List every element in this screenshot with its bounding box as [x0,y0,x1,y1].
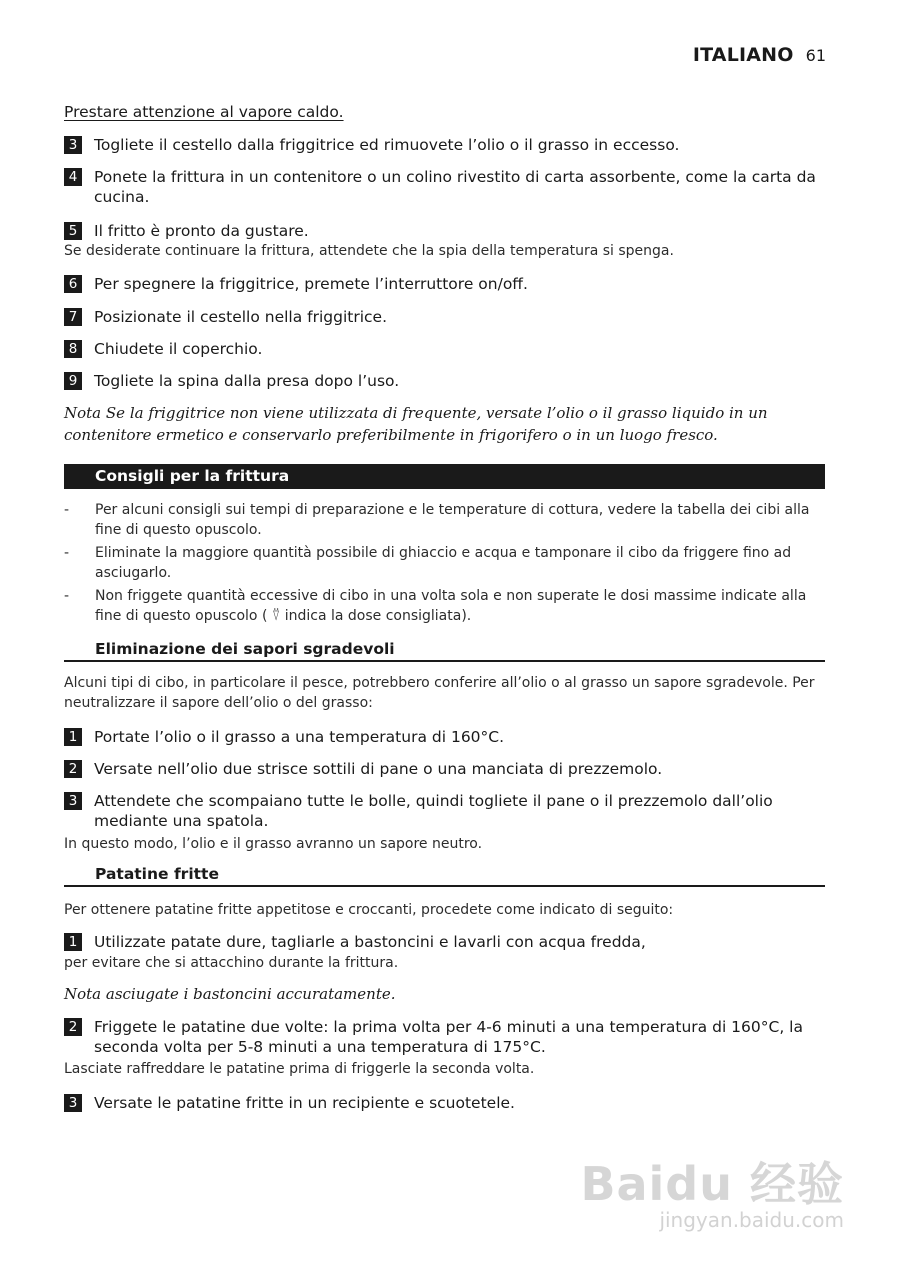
page-number: 61 [805,46,826,65]
step-text: Utilizzate patate dure, tagliarle a bastoncini e lavarli con acqua fredda, [94,933,646,951]
step-text: Portate l’olio o il grasso a una temperatura di 160°C. [94,728,505,746]
step-number: 7 [64,308,82,326]
step-number: 4 [64,168,82,186]
step-number: 1 [64,933,82,951]
step-number: 8 [64,340,82,358]
section-intro: Alcuni tipi di cibo, in particolare il pesce, potrebbero conferire all’olio o al grasso un sapore sgradevole. Per neutralizzare il sapore dell’olio o del grasso: [64,675,815,711]
bullet-dash: - [64,545,70,561]
section-heading-odors: Eliminazione dei sapori sgradevoli [64,640,825,662]
step-followup: Lasciate raffreddare le patatine prima di friggerle la seconda volta. [64,1061,535,1077]
list-item: - Eliminate la maggiore quantità possibile di ghiaccio e acqua e tamponare il cibo da friggere fino ad asciugarlo. [64,545,792,581]
note: Nota Se la friggitrice non viene utilizzata di frequente, versate l’olio o il grasso liquido in un contenitore ermetico e conservarlo preferibilmente in frigorifero o in un luogo fresco. [64,404,768,444]
bullet-dash: - [64,502,70,518]
section-intro: Per ottenere patatine fritte appetitose e croccanti, procedete come indicato di seguito: [64,902,674,918]
step-text: Attendete che scompaiano tutte le bolle, quindi togliete il pane o il prezzemolo dall’olio mediante una spatola. [94,792,773,830]
step-followup: Se desiderate continuare la frittura, attendete che la spia della temperatura si spenga. [64,243,674,259]
step-text: Friggete le patatine due volte: la prima volta per 4-6 minuti a una temperatura di 160°C, la seconda volta per 5-8 minuti a una temperatura di 175°C. [94,1018,803,1056]
step-item [64,339,825,359]
section-outro: In questo modo, l’olio e il grasso avranno un sapore neutro. [64,836,483,852]
step-number: 6 [64,275,82,293]
step-item [64,167,825,207]
step-item [64,221,825,241]
watermark-url: jingyan.baidu.com [659,1208,844,1232]
section-heading-fries: Patatine fritte [64,865,825,887]
list-item: - Per alcuni consigli sui tempi di preparazione e le temperature di cottura, vedere la tabella dei cibi alla fine di questo opuscolo. [64,502,810,538]
step-item [64,932,825,952]
step-followup: per evitare che si attacchino durante la frittura. [64,955,399,971]
step-number: 2 [64,760,82,778]
step-text: Per spegnere la friggitrice, premete l’interruttore on/off. [94,275,528,293]
step-text: Togliete il cestello dalla friggitrice ed rimuovete l’olio o il grasso in eccesso. [94,136,680,154]
language-label: ITALIANO [692,44,794,66]
step-item [64,791,825,831]
watermark-logo: Baidu 经验 [580,1157,844,1211]
bullet-dash: - [64,588,70,604]
step-item [64,1017,825,1057]
step-item [64,727,825,747]
step-text: Posizionate il cestello nella friggitrice. [94,308,388,326]
step-item [64,371,825,391]
step-number: 3 [64,792,82,810]
step-item [64,135,825,155]
step-number: 1 [64,728,82,746]
warning-line: Prestare attenzione al vapore caldo. [64,103,344,121]
watermark [580,1148,844,1232]
note: Nota asciugate i bastoncini accuratamente. [64,985,396,1003]
step-number: 3 [64,1094,82,1112]
step-item [64,274,825,294]
step-text: Ponete la frittura in un contenitore o un colino rivestito di carta assorbente, come la carta da cucina. [94,168,816,206]
step-text: Versate le patatine fritte in un recipiente e scuotetele. [94,1094,515,1112]
page-header [693,44,826,66]
step-item [64,1093,825,1113]
step-number: 3 [64,136,82,154]
step-text: Versate nell’olio due strisce sottili di pane o una manciata di prezzemolo. [94,760,663,778]
step-text: Togliete la spina dalla presa dopo l’uso. [94,372,400,390]
tips-list [64,500,825,626]
list-item: - Non friggete quantità eccessive di cibo in una volta sola e non superate le dosi massime indicate alla fine di questo opuscolo ( ⍢ indica la dose consigliata). [64,588,807,624]
step-item [64,759,825,779]
step-text: Chiudete il coperchio. [94,340,263,358]
step-number: 9 [64,372,82,390]
step-number: 5 [64,222,82,240]
step-text: Il fritto è pronto da gustare. [94,222,309,240]
step-item [64,307,825,327]
step-number: 2 [64,1018,82,1036]
section-heading-tips: Consigli per la frittura [64,464,825,489]
